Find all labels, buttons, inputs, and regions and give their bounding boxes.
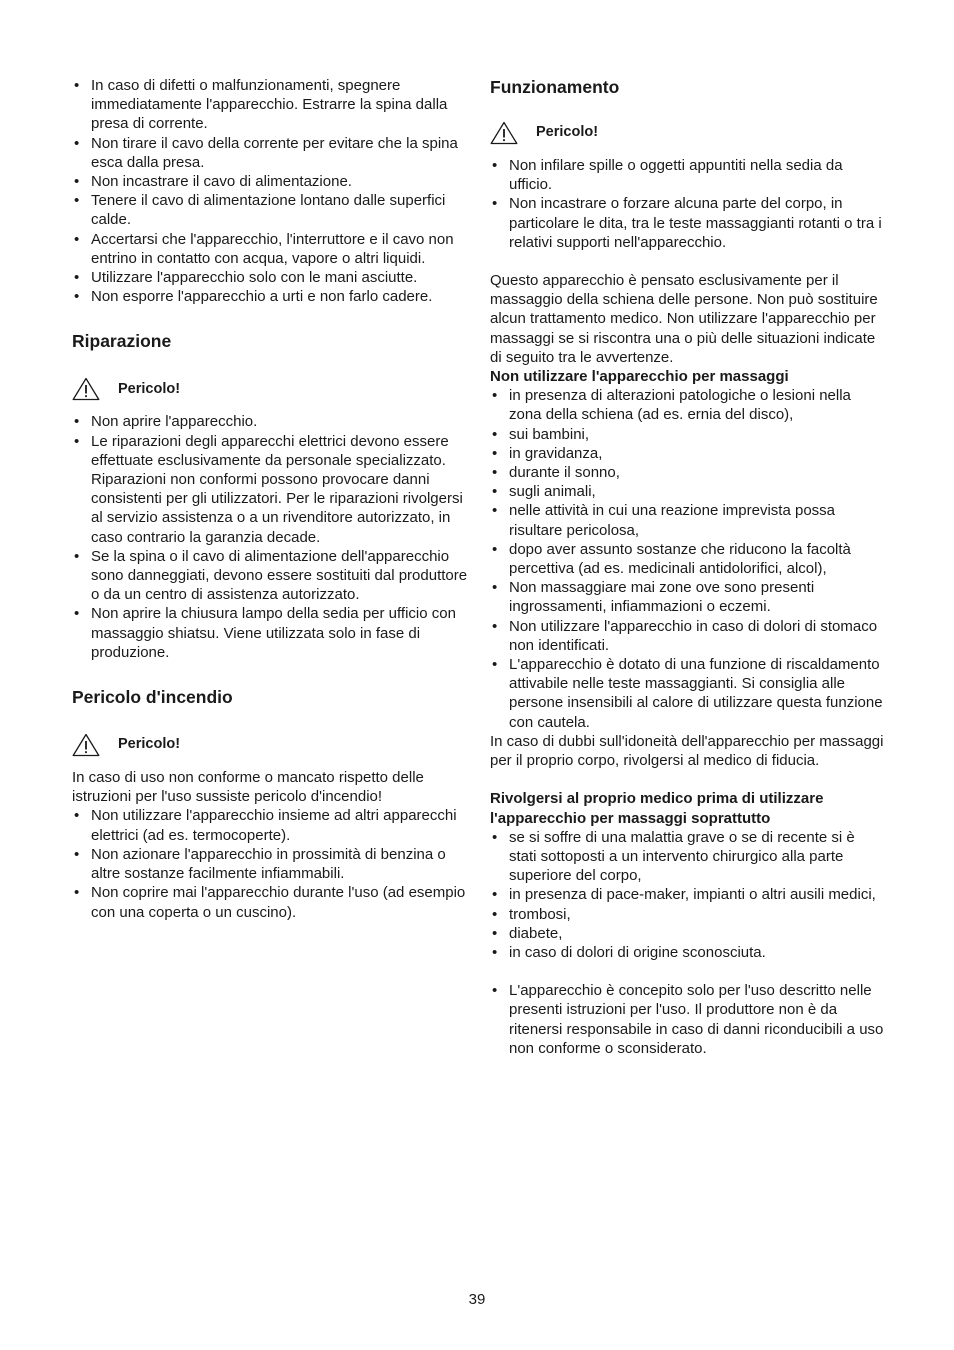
warning-triangle-icon [490,121,518,145]
final-list [490,981,886,1058]
warning-label: Pericolo! [118,736,181,753]
list-item: • in caso di dolori di origine sconosciuta. [490,943,886,962]
doubt-paragraph: In caso di dubbi sull'idoneità dell'apparecchio per massaggi per il proprio corpo, rivolgersi al medico di fiducia. [490,732,884,770]
doctor-list [490,828,886,962]
list-item: • diabete, [490,924,886,943]
list-item: • nelle attività in cui una reazione imprevista possa risultare pericolosa, [490,501,886,539]
list-item: • dopo aver assunto sostanze che riducono la facoltà percettiva (ad es. medicinali antidolorifici, alcol), [490,540,886,578]
list-item: • Non coprire mai l'apparecchio durante l'uso (ad esempio con una coperta o un cuscino). [72,883,468,921]
page-number: 39 [468,1291,486,1308]
list-item: • Non incastrare il cavo di alimentazione. [72,172,468,191]
list-item: • Non infilare spille o oggetti appuntiti nella sedia da ufficio. [490,156,886,194]
warning-label: Pericolo! [118,380,181,397]
safety-list [72,76,468,306]
doctor-heading: Rivolgersi al proprio medico prima di utilizzare l'apparecchio per massaggi soprattutto [490,790,824,827]
list-item: • L'apparecchio è dotato di una funzione di riscaldamento attivabile nelle teste massaggianti. Si consiglia alle persone insensibili al calore di utilizzare questa funzione con cautela. [490,655,886,732]
no-use-list [490,386,886,732]
riparazione-list [72,412,468,662]
list-item: • Utilizzare l'apparecchio solo con le mani asciutte. [72,268,468,287]
warning-label: Pericolo! [536,124,599,141]
list-item: • Non incastrare o forzare alcuna parte del corpo, in particolare le dita, tra le teste massaggianti rotanti o tra i relativi supporti nell'apparecchio. [490,194,886,252]
list-item: • Non massaggiare mai zone ove sono presenti ingrossamenti, infiammazioni o eczemi. [490,578,886,616]
section-title-funzionamento: Funzionamento [490,77,620,97]
right-column [490,76,886,1058]
list-item: • Non aprire l'apparecchio. [72,412,468,431]
list-item: • Non aprire la chiusura lampo della sedia per ufficio con massaggio shiatsu. Viene utilizzata solo in fase di produzione. [72,604,468,662]
warning-list [490,156,886,252]
list-item: • Se la spina o il cavo di alimentazione dell'apparecchio sono danneggiati, devono essere sostituiti dal produttore o da un centro di assistenza autorizzato. [72,547,468,605]
list-item: • trombosi, [490,905,886,924]
list-item: • Non esporre l'apparecchio a urti e non farlo cadere. [72,287,468,306]
list-item: • Non tirare il cavo della corrente per evitare che la spina esca dalla presa. [72,134,468,172]
incendio-list [72,806,468,921]
incendio-intro: In caso di uso non conforme o mancato rispetto delle istruzioni per l'uso sussiste pericolo d'incendio! [72,769,424,806]
list-item: • sugli animali, [490,482,886,501]
no-use-heading: Non utilizzare l'apparecchio per massaggi [490,368,789,386]
usage-intro: Questo apparecchio è pensato esclusivamente per il massaggio della schiena delle persone. Non può sostituire alcun trattamento medico. Non utilizzare l'apparecchio per massaggi se si riscontra una o più delle situazioni indicate di seguito tra le avvertenze. [490,272,878,366]
list-item: • sui bambini, [490,425,886,444]
left-column [72,76,468,922]
list-item: • Non utilizzare l'apparecchio in caso di dolori di stomaco non identificati. [490,617,886,655]
list-item: • in presenza di pace-maker, impianti o altri ausili medici, [490,885,886,904]
section-title-incendio: Pericolo d'incendio [72,687,233,708]
warning-note [72,376,468,402]
warning-note [72,732,468,758]
list-item: • Non utilizzare l'apparecchio insieme ad altri apparecchi elettrici (ad es. termocoperte). [72,806,468,844]
list-item: • in gravidanza, [490,444,886,463]
list-item: • Accertarsi che l'apparecchio, l'interruttore e il cavo non entrino in contatto con acqua, vapore o altri liquidi. [72,230,468,268]
warning-note [490,120,886,146]
list-item: • durante il sonno, [490,463,886,482]
list-item: • In caso di difetti o malfunzionamenti, spegnere immediatamente l'apparecchio. Estrarre la spina dalla presa di corrente. [72,76,468,134]
warning-triangle-icon [72,377,100,401]
section-title-riparazione: Riparazione [72,331,172,352]
list-item: • se si soffre di una malattia grave o se di recente si è stati sottoposti a un intervento chirurgico alla parte superiore del corpo, [490,828,886,886]
list-item: • L'apparecchio è concepito solo per l'uso descritto nelle presenti istruzioni per l'uso. Il produttore non è da ritenersi responsabile in caso di danni riconducibili a uso non conforme o sconsiderato. [490,981,886,1058]
list-item: • Tenere il cavo di alimentazione lontano dalle superfici calde. [72,191,468,229]
warning-triangle-icon [72,733,100,757]
list-item: • Non azionare l'apparecchio in prossimità di benzina o altre sostanze facilmente infiammabili. [72,845,468,883]
list-item: • Le riparazioni degli apparecchi elettrici devono essere effettuate esclusivamente da personale specializzato. Riparazioni non conformi possono provocare danni consistenti per gli utilizzatori. Per le riparazioni rivolgersi al servizio assistenza o a un rivenditore autorizzato, in caso contrario la garanzia decade. [72,432,468,547]
list-item: • in presenza di alterazioni patologiche o lesioni nella zona della schiena (ad es. ernia del disco), [490,386,886,424]
